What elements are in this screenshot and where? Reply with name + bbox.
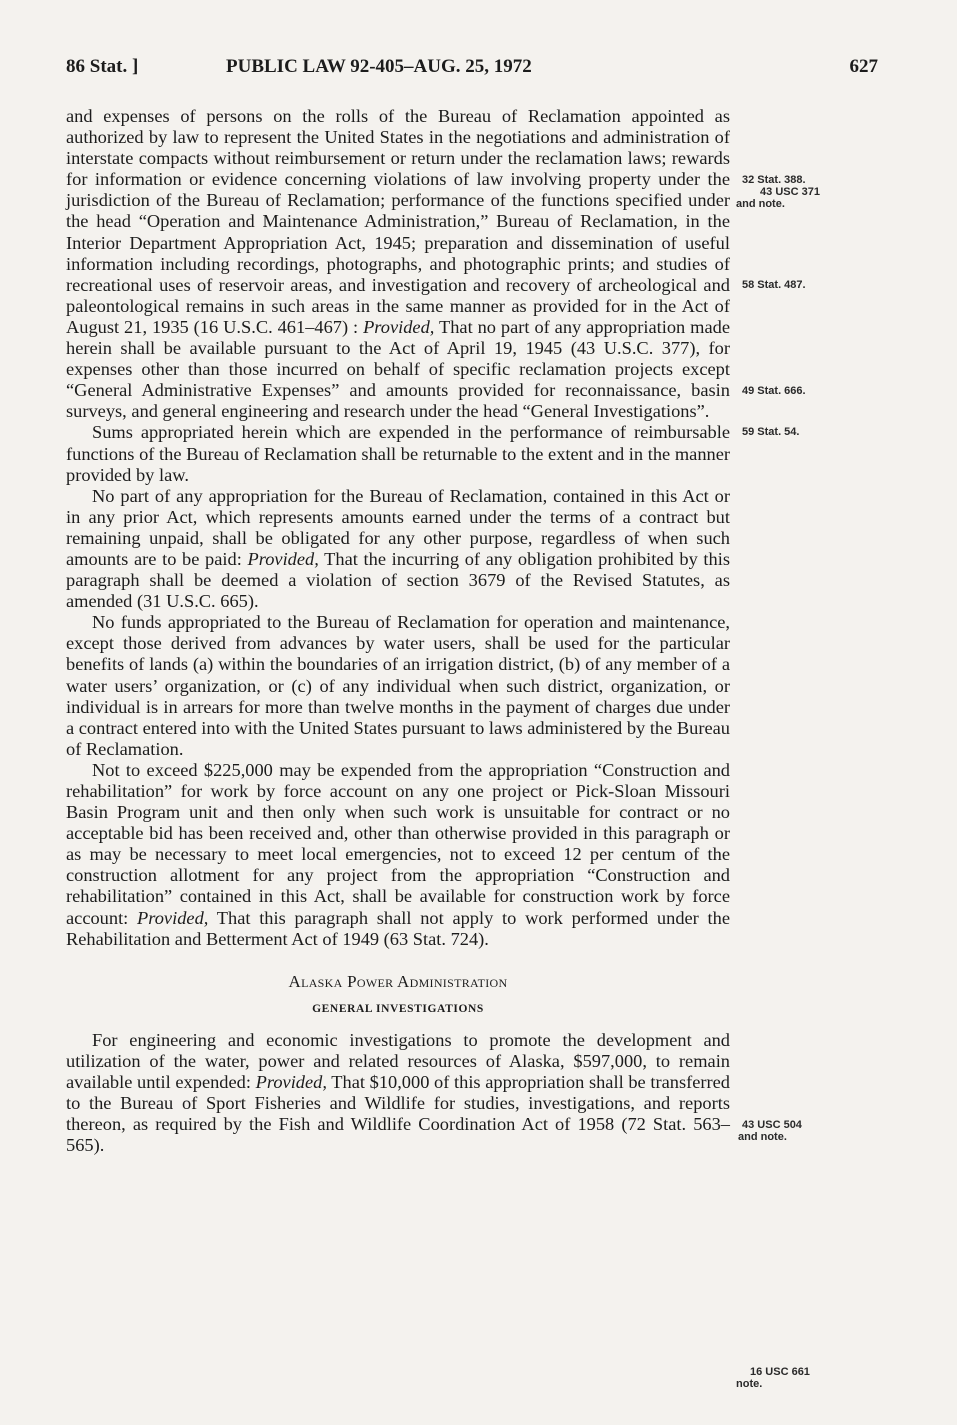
paragraph-5: Not to exceed $225,000 may be expended from the appropriation “Construction and rehabilitation” for work by force account on any one project or Pick-Sloan Missouri Basin Program unit and then only when such work is unsuitable for contract or no acceptable bid has been received and, other than otherwise provided in this paragraph or as may be necessary to meet local emergencies, not to exceed 12 per centum of the construction allotment for any project from the appropriation “Construction and rehabilitation” contained in this Act, shall be available for construction work by force account: Provided, That this paragraph shall not apply to work performed under the Rehabilitation and Betterment Act of 1949 (63 Stat. 724). (66, 759, 731, 949)
page-body (66, 106, 730, 1156)
paragraph-3: No part of any appropriation for the Bureau of Reclamation, contained in this Act or in any prior Act, which represents amounts earned under the terms of a contract but remaining unpaid, shall be obligated for any other purpose, regardless of when such amounts are to be paid: Provided, That the incurring of any obligation prohibited by this paragraph shall be deemed a violation of section 3679 of the Revised Statutes, as amended (31 U.S.C. 665). (66, 485, 730, 612)
margin-note-2: 58 Stat. 487. (742, 279, 806, 291)
margin-note-6: 16 USC 661 note. (736, 1366, 810, 1390)
section-heading: Alaska Power Administration (288, 971, 508, 991)
paragraph-4: No funds appropriated to the Bureau of Reclamation for operation and maintenance, except those derived from advances by water users, shall be used for the particular benefits of lands (a) within the boundaries of an irrigation district, (b) of any member of a water users’ organization, or (c) of any individual when such district, organization, or individual is in arrears for more than twelve months in the payment of charges due under a contract entered into with the United States pursuant to laws administered by the Bureau of Reclamation. (66, 612, 730, 759)
margin-note-1: 32 Stat. 388. 43 USC 371 and note. (736, 174, 820, 210)
subsection-heading: GENERAL INVESTIGATIONS (312, 1002, 484, 1015)
volume-reference: 86 Stat. ] (66, 56, 139, 77)
running-header (66, 56, 878, 84)
paragraph-6: For engineering and economic investigations to promote the development and utilization of the water, power and related resources of Alaska, $597,000, to remain available until expended: Provided, That $10,000 of this appropriation shall be transferred to the Bureau of Sport Fisheries and Wildlife for studies, investigations, and reports thereon, as required by the Fish and Wildlife Coordination Act of 1958 (72 Stat. 563–565). (66, 1029, 730, 1156)
margin-note-4: 59 Stat. 54. (742, 426, 800, 438)
paragraph-1: and expenses of persons on the rolls of the Bureau of Reclamation appointed as authorized by law to represent the United States in the negotiations and administration of interstate compacts without reimbursement or return under the reclamation laws; rewards for information or evidence concerning violations of law involving property under the jurisdiction of the Bureau of Reclamation; performance of the functions specified under the head “Operation and Maintenance Administration,” Bureau of Reclamation, in the Interior Department Appropriation Act, 1945; preparation and dissemination of useful information including recordings, photographs, and photographic prints; and studies of recreational uses of reservoir areas, and investigation and recovery of archeological and paleontological remains in such areas in the same manner as provided for in the Act of August 21, 1935 (16 U.S.C. 461–467) : Provided, That no part of any appropriation made herein shall be available pursuant to the Act of April 19, 1945 (43 U.S.C. 377), for expenses other than those incurred on behalf of specific reclamation projects except “General Administrative Expenses” and amounts provided for reconnaissance, basin surveys, and general engineering and research under the head “General Investigations”. (66, 106, 730, 422)
page-number: 627 (849, 56, 878, 77)
margin-note-3: 49 Stat. 666. (742, 385, 806, 397)
paragraph-2: Sums appropriated herein which are expended in the performance of reimbursable functions of the Bureau of Reclamation shall be returnable to the extent and in the manner provided by law. (66, 422, 730, 485)
margin-note-5: 43 USC 504 and note. (738, 1119, 802, 1143)
law-title: PUBLIC LAW 92-405–AUG. 25, 1972 (226, 56, 532, 77)
